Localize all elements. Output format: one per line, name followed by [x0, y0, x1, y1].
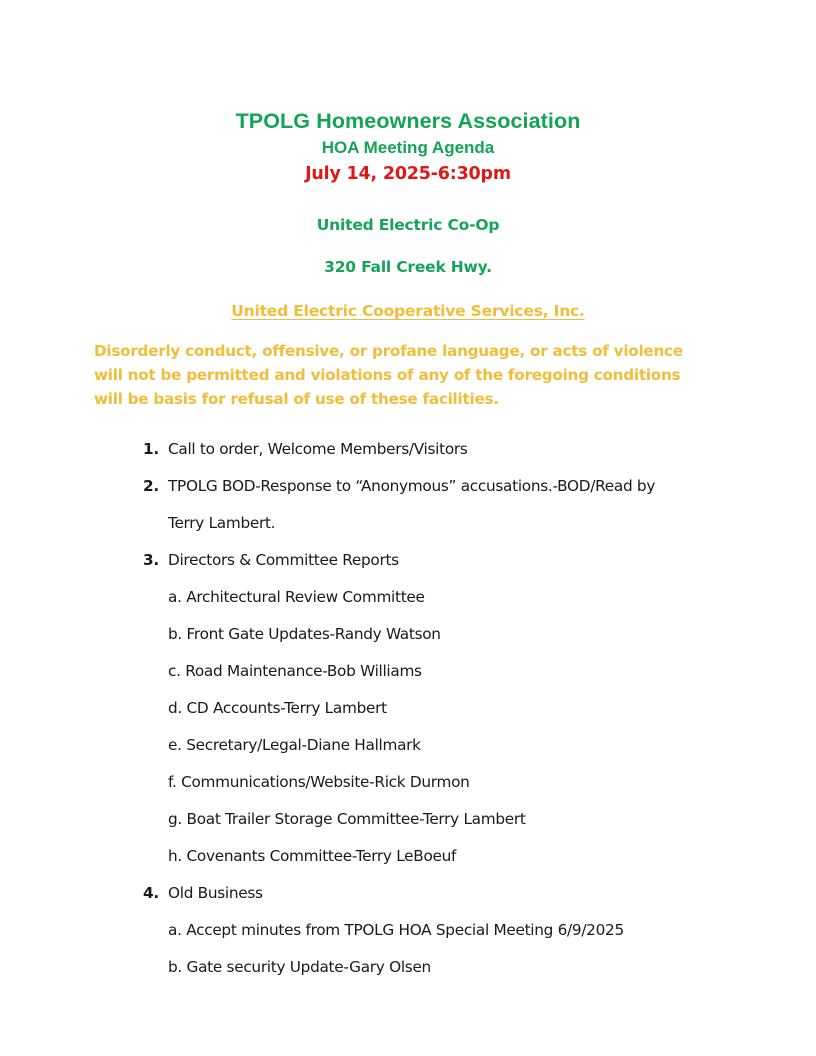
agenda-sub-item: f. Communications/Website-Rick Durmon [168, 773, 470, 791]
venue-name: United Electric Co-Op [316, 216, 500, 234]
agenda-sub-item: a. Architectural Review Committee [168, 588, 425, 606]
agenda-item-text: Old Business [168, 884, 263, 902]
document-subtitle: HOA Meeting Agenda [321, 138, 495, 157]
agenda-sub-item: d. CD Accounts-Terry Lambert [168, 699, 387, 717]
agenda-sub-item: h. Covenants Committee-Terry LeBoeuf [168, 847, 457, 865]
agenda-item-text: Call to order, Welcome Members/Visitors [168, 440, 468, 458]
agenda-sub-item: a. Accept minutes from TPOLG HOA Special Meeting 6/9/2025 [168, 921, 624, 939]
agenda-list [0, 431, 816, 986]
agenda-item-marker: 2. [143, 477, 159, 495]
agenda-item [0, 875, 816, 912]
page-title: TPOLG Homeowners Association [235, 109, 581, 133]
agenda-item [0, 542, 816, 579]
agenda-item-marker: 3. [143, 551, 159, 569]
meeting-datetime: July 14, 2025-6:30pm [305, 164, 511, 184]
agenda-item-marker: 1. [143, 440, 159, 458]
agenda-item [0, 431, 816, 468]
agenda-sub-item: b. Front Gate Updates-Randy Watson [168, 625, 441, 643]
agenda-sub-item: e. Secretary/Legal-Diane Hallmark [168, 736, 421, 754]
agenda-item-marker: 4. [143, 884, 159, 902]
agenda-item [0, 468, 816, 505]
organization-link[interactable]: United Electric Cooperative Services, Inc. [231, 302, 585, 320]
conduct-warning-note: Disorderly conduct, offensive, or profane language, or acts of violence will not be permitted and violations of any of the foregoing conditions will be basis for refusal of use of these facilities. [94, 342, 683, 408]
agenda-item-text: Directors & Committee Reports [168, 551, 399, 569]
agenda-sub-item: c. Road Maintenance-Bob Williams [168, 662, 422, 680]
agenda-item-text: TPOLG BOD-Response to “Anonymous” accusations.-BOD/Read by [168, 477, 656, 495]
document-header [0, 0, 816, 187]
agenda-item-continuation: Terry Lambert. [168, 514, 276, 532]
agenda-sub-item: b. Gate security Update-Gary Olsen [168, 958, 431, 976]
agenda-sub-item: g. Boat Trailer Storage Committee-Terry Lambert [168, 810, 526, 828]
venue-street-address: 320 Fall Creek Hwy. [324, 258, 492, 276]
